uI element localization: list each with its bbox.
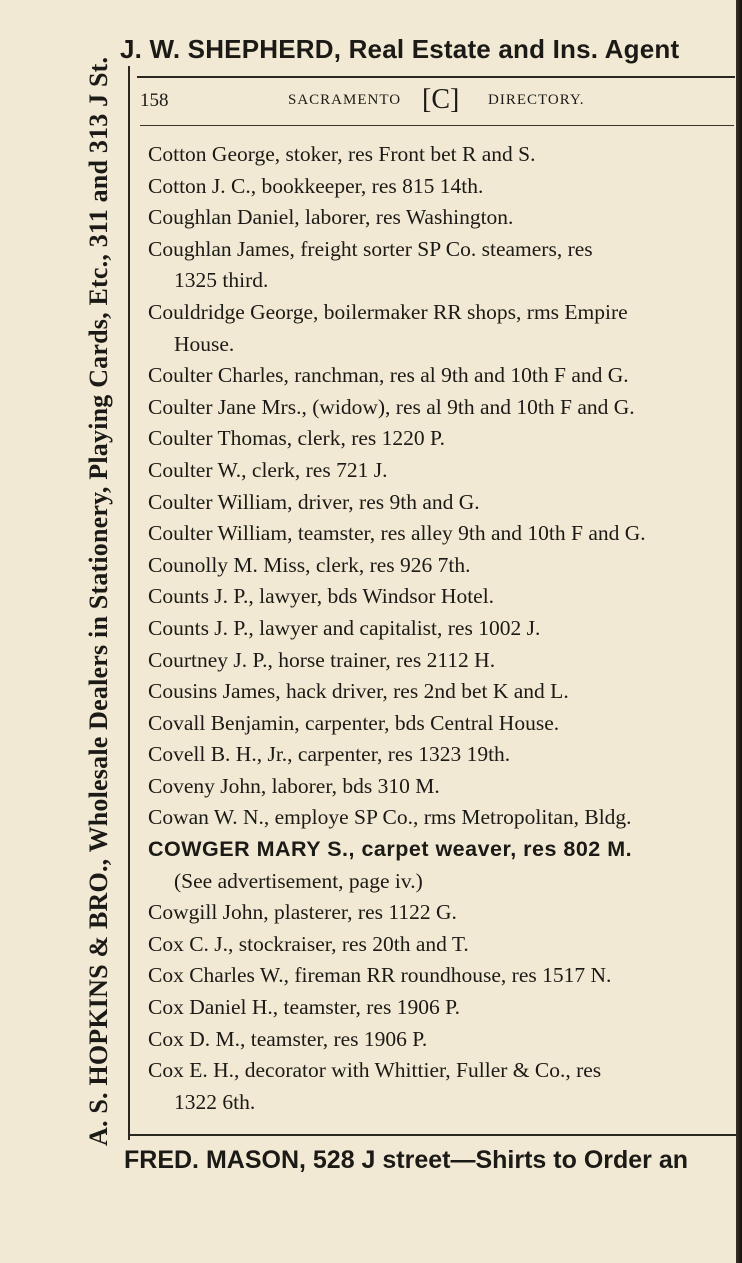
bottom-rule xyxy=(130,1134,736,1136)
directory-entry: Counolly M. Miss, clerk, res 926 7th. xyxy=(148,552,471,577)
bottom-advertisement-banner: FRED. MASON, 528 J street—Shirts to Order an xyxy=(124,1146,689,1174)
directory-entry: Coulter William, driver, res 9th and G. xyxy=(148,489,480,514)
directory-entry: Coveny John, laborer, bds 310 M. xyxy=(148,773,440,798)
directory-entry-advertiser: COWGER MARY S., carpet weaver, res 802 M. xyxy=(148,837,633,862)
directory-entry: Coughlan James, freight sorter SP Co. steamers, res xyxy=(148,236,593,261)
directory-entries xyxy=(148,139,736,1118)
header-city: SACRAMENTO xyxy=(288,92,402,108)
directory-entry: Cox Charles W., fireman RR roundhouse, res 1517 N. xyxy=(148,963,612,988)
directory-entry: Coulter W., clerk, res 721 J. xyxy=(148,457,388,482)
directory-entry: Cox E. H., decorator with Whittier, Fuller & Co., res xyxy=(148,1058,602,1083)
header-letter: [C] xyxy=(422,84,460,115)
directory-entry-continuation: 1325 third. xyxy=(174,268,269,293)
directory-entry: Cousins James, hack driver, res 2nd bet K and L. xyxy=(148,679,569,704)
directory-entry-continuation: (See advertisement, page iv.) xyxy=(174,868,423,893)
directory-entry: Cowan W. N., employe SP Co., rms Metropolitan, Bldg. xyxy=(148,805,632,830)
directory-entry: Coulter Jane Mrs., (widow), res al 9th and 10th F and G. xyxy=(148,394,635,419)
directory-entry: Couldridge George, boilermaker RR shops, rms Empire xyxy=(148,299,628,324)
page-number: 158 xyxy=(140,90,169,111)
directory-entry: Counts J. P., lawyer, bds Windsor Hotel. xyxy=(148,584,495,609)
directory-entry: Covell B. H., Jr., carpenter, res 1323 19th. xyxy=(148,742,511,767)
directory-entry: Cotton George, stoker, res Front bet R and S. xyxy=(148,142,536,166)
top-banner-rest: Real Estate and Ins. Agent xyxy=(341,34,680,64)
running-header xyxy=(140,84,730,118)
directory-entry: Courtney J. P., horse trainer, res 2112 H. xyxy=(148,647,496,672)
directory-entry: Cowgill John, plasterer, res 1122 G. xyxy=(148,900,457,925)
directory-entry: Coulter Thomas, clerk, res 1220 P. xyxy=(148,426,445,451)
header-rule xyxy=(140,125,734,126)
directory-entry: Covall Benjamin, carpenter, bds Central House. xyxy=(148,710,560,735)
side-banner-rest: Wholesale Dealers in Stationery, Playing Cards, Etc., 311 and 313 J St. xyxy=(84,56,113,859)
page-edge-shadow xyxy=(736,0,742,1263)
header-directory: DIRECTORY. xyxy=(488,92,585,108)
directory-entry: Cox D. M., teamster, res 1906 P. xyxy=(148,1026,428,1051)
directory-entry: Coulter William, teamster, res alley 9th and 10th F and G. xyxy=(148,521,646,546)
side-advertisement-banner xyxy=(78,56,120,1146)
margin-rule xyxy=(128,66,130,1140)
directory-entry-continuation: 1322 6th. xyxy=(174,1089,256,1114)
directory-entry: Coulter Charles, ranchman, res al 9th and 10th F and G. xyxy=(148,363,629,388)
side-banner-firm: A. S. HOPKINS & BRO., xyxy=(84,858,113,1146)
directory-entry: Cotton J. C., bookkeeper, res 815 14th. xyxy=(148,173,484,198)
top-rule xyxy=(137,76,735,78)
directory-entry: Cox C. J., stockraiser, res 20th and T. xyxy=(148,931,469,956)
top-banner-name: J. W. SHEPHERD, xyxy=(120,34,342,64)
directory-entry: Coughlan Daniel, laborer, res Washington. xyxy=(148,205,514,230)
directory-entry: Cox Daniel H., teamster, res 1906 P. xyxy=(148,995,461,1020)
directory-entry: Counts J. P., lawyer and capitalist, res 1002 J. xyxy=(148,615,541,640)
top-advertisement-banner xyxy=(120,34,742,70)
directory-entry-continuation: House. xyxy=(174,331,235,356)
